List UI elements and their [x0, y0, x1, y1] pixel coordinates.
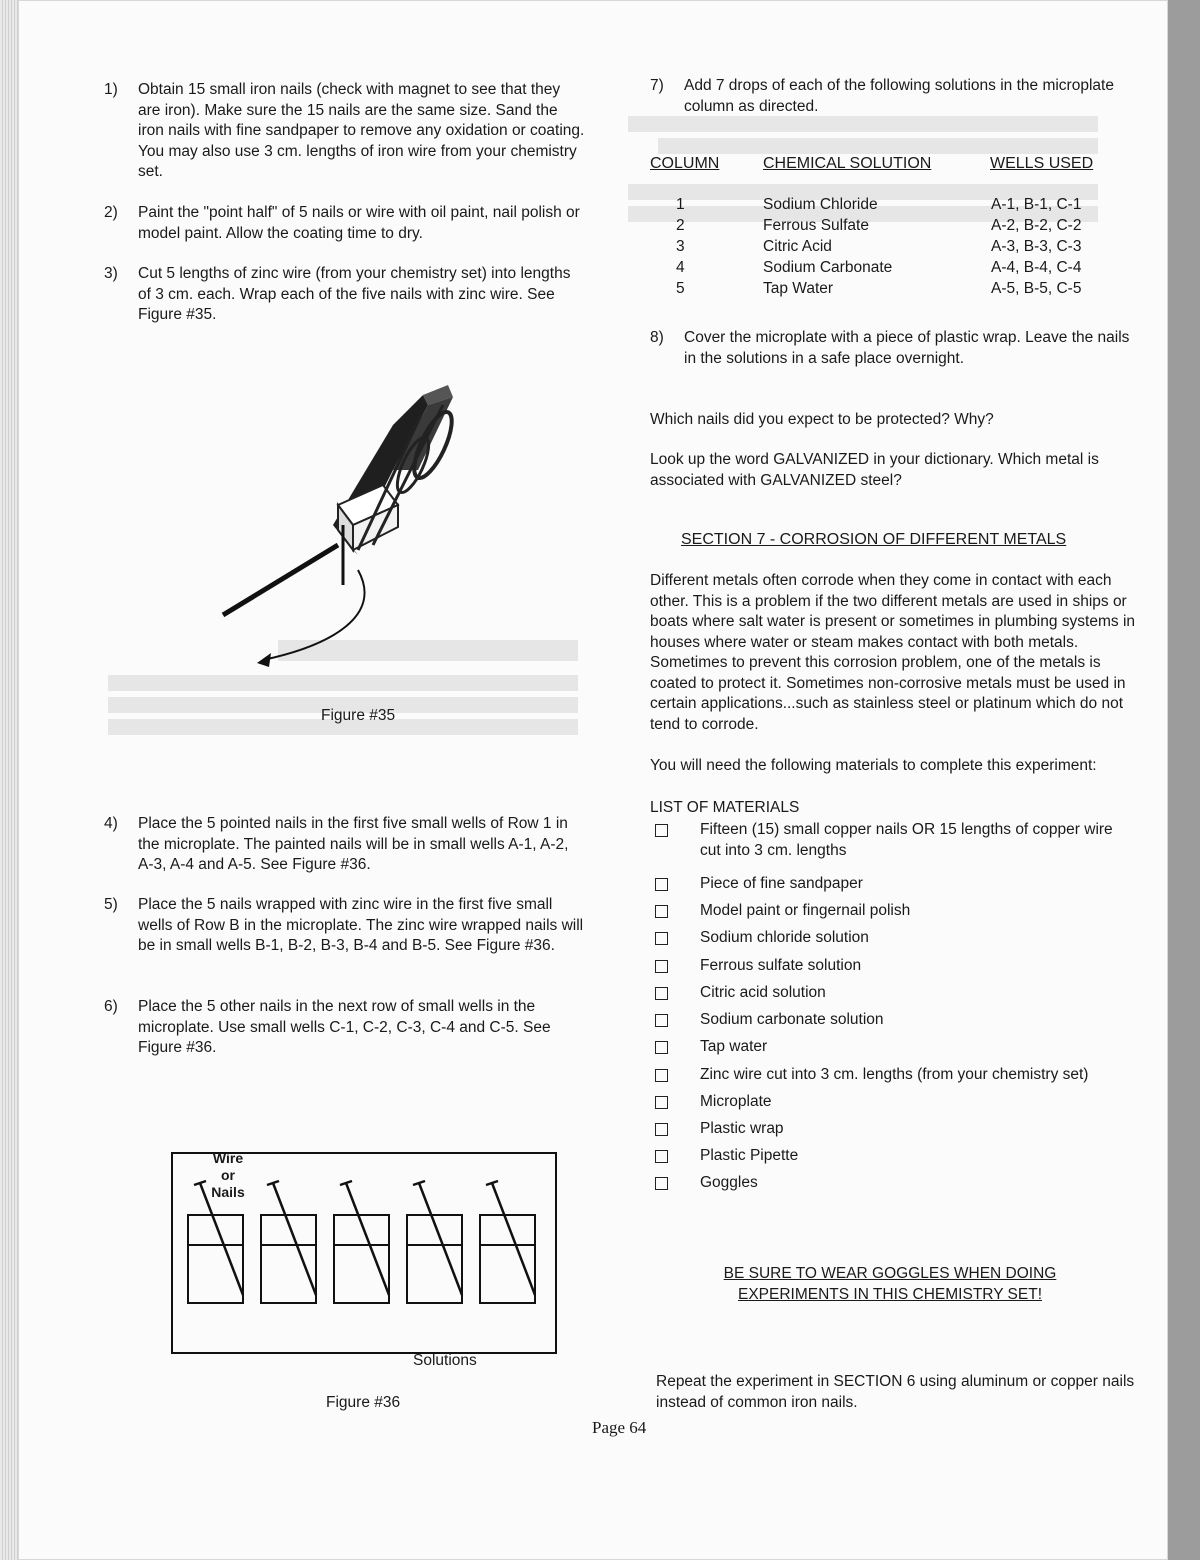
materials-needed-line: You will need the following materials to complete this experiment: — [650, 757, 1097, 774]
table-cell-chemical: Sodium Carbonate — [763, 259, 893, 276]
question-galvanized: Look up the word GALVANIZED in your dictionary. Which metal is associated with GALVANIZED steel? — [650, 451, 1099, 489]
material-item: Citric acid solution — [700, 984, 826, 1001]
page-number: Page 64 — [592, 1418, 647, 1437]
material-item: Tap water — [700, 1038, 768, 1055]
material-item: Zinc wire cut into 3 cm. lengths (from your chemistry set) — [700, 1066, 1089, 1083]
goggles-warning: BE SURE TO WEAR GOGGLES WHEN DOING EXPERIMENTS IN THIS CHEMISTRY SET! — [723, 1265, 1057, 1303]
step-text: Obtain 15 small iron nails (check with magnet to see that they are iron). Make sure the 15 nails are the same size. Sand the iron nails with fine sandpaper to remove any oxidation or coating. You may also use 3 cm. lengths of iron wire from your chemistry set. — [138, 81, 585, 180]
table-cell-wells: A-4, B-4, C-4 — [991, 259, 1082, 276]
material-item: Sodium chloride solution — [700, 929, 869, 946]
checkbox-icon — [655, 1123, 668, 1136]
material-item: Sodium carbonate solution — [700, 1011, 884, 1028]
material-item: Model paint or fingernail polish — [700, 902, 911, 919]
material-item: Microplate — [700, 1093, 772, 1110]
table-cell-wells: A-5, B-5, C-5 — [991, 280, 1082, 297]
table-row — [676, 258, 1121, 279]
material-item: Plastic wrap — [700, 1120, 784, 1137]
table-cell-chemical: Citric Acid — [763, 238, 832, 255]
step-text: Place the 5 other nails in the next row of small wells in the microplate. Use small wells C-1, C-2, C-3, C-4 and C-5. See Figure #36. — [138, 998, 551, 1056]
table-cell-column: 2 — [676, 217, 685, 234]
table-cell-column: 5 — [676, 280, 685, 297]
solutions-table — [676, 195, 1121, 300]
material-item: Fifteen (15) small copper nails OR 15 lengths of copper wire cut into 3 cm. lengths — [700, 821, 1113, 859]
material-item: Plastic Pipette — [700, 1147, 799, 1164]
background-edge — [1168, 0, 1200, 1560]
figure-36-solutions-label: Solutions — [413, 1352, 477, 1369]
table-cell-wells: A-1, B-1, C-1 — [991, 196, 1082, 213]
checkbox-icon — [655, 1014, 668, 1027]
table-cell-chemical: Tap Water — [763, 280, 834, 297]
table-row — [676, 195, 1121, 216]
step-text: Place the 5 pointed nails in the first five small wells of Row 1 in the microplate. The painted nails will be in small wells A-1, A-2, A-3, A-4 and A-5. See Figure #36. — [138, 815, 569, 873]
material-item: Piece of fine sandpaper — [700, 875, 863, 892]
checkbox-icon — [655, 987, 668, 1000]
material-item: Ferrous sulfate solution — [700, 957, 862, 974]
table-cell-column: 4 — [676, 259, 685, 276]
checkbox-icon — [655, 1041, 668, 1054]
table-header-chemical: CHEMICAL SOLUTION — [763, 155, 932, 172]
step-text: Paint the "point half" of 5 nails or wire with oil paint, nail polish or model paint. Allow the coating time to dry. — [138, 204, 580, 242]
step-text: Place the 5 nails wrapped with zinc wire in the first five small wells of Row B in the microplate. The zinc wire wrapped nails will be in small wells B-1, B-2, B-3, B-4 and B-5. See Figure #36. — [138, 896, 584, 954]
checkbox-icon — [655, 1177, 668, 1190]
checkbox-icon — [655, 960, 668, 973]
table-header-column: COLUMN — [650, 155, 720, 172]
materials-title: LIST OF MATERIALS — [650, 799, 800, 816]
table-cell-wells: A-2, B-2, C-2 — [991, 217, 1082, 234]
table-cell-chemical: Sodium Chloride — [763, 196, 878, 213]
material-item: Goggles — [700, 1174, 758, 1191]
table-row — [676, 279, 1121, 300]
checkbox-icon — [655, 1150, 668, 1163]
table-row — [676, 216, 1121, 237]
figure-36-caption: Figure #36 — [326, 1394, 401, 1411]
figure-36-wire-label: Wire or Nails — [211, 1150, 245, 1200]
nail-point — [223, 545, 338, 615]
table-cell-chemical: Ferrous Sulfate — [763, 217, 869, 234]
table-cell-wells: A-3, B-3, C-3 — [991, 238, 1082, 255]
checkbox-icon — [655, 1069, 668, 1082]
table-cell-column: 3 — [676, 238, 685, 255]
question-protected-nails: Which nails did you expect to be protected? Why? — [650, 411, 994, 428]
step-text: Cover the microplate with a piece of plastic wrap. Leave the nails in the solutions in a safe place overnight. — [684, 329, 1130, 367]
section-7-paragraph: Different metals often corrode when they come in contact with each other. This is a problem if the two different metals are used in ships or boats where salt water is present or sometimes in plumbing systems in houses where water or steam makes contact with both metals. Sometimes to prevent this corrosion problem, one of the metals is coated to protect it. Sometimes non-corrosive metals must be used in certain applications...such as stainless steel or platinum which do not tend to corrode. — [650, 572, 1136, 733]
table-header-wells: WELLS USED — [990, 155, 1094, 172]
checkbox-icon — [655, 905, 668, 918]
document-page: 1) Obtain 15 small iron nails (check with magnet to see that they are iron). Make sure the 15 nails are the same size. Sand the iron nails with fine sandpaper to remove any oxidation or coating. You may also use 3 cm. lengths of iron wire from your chemistry set. 2) Paint the "point half" of 5 nails or wire with oil paint, nail polish or model paint. Allow the coating time to dry. 3) Cut 5 lengths of zinc wire (from your chemistry set) into lengths of 3 cm. each. Wrap each of the five nails with zinc wire. See Figure #35. Figure #35 4) Place the 5 pointed nails in the first five small wells of Row 1 in the microplate. The painted nails will be in small wells A-1, A-2, A-3, A-4 and A-5. See Figure #36. 5) Place the 5 nails wrapped with zinc wire in the first five small wells of Row B in the microplate. The zinc wire wrapped nails will be in small wells B-1, B-2, B-3, B-4 and B-5. See Figure #36. 6) Place the 5 other nails in the next row of small wells in the microplate. Use small wells C-1, C-2, C-3, C-4 and C-5. See Figure #36. Wire or Nails Solutions Figure #36 7) Add 7 drops of each of the following solutions in the microplate column as directed. COLUMN CHEMICAL SOLUTION WELLS USED 1 Sodium Chloride A-1, B-1, C-1 2 Ferrous Sulfate A-2, B-2, C-2 3 Citric Acid A-3, B-3, C-3 4 Sodium Carbonate A-4, B-4, C-4 5 Tap Water A-5, B-5, C-5 8) Cover the microplate with a piece of plastic wrap. Leave the nails in the solutions in a safe place overnight. Which nails did you expect to be protected? Why? Look up the word GALVANIZED in your dictionary. Which metal is associated with GALVANIZED steel? SECTION 7 - CORROSION OF DIFFERENT METALS Different metals often corrode when they come in contact with each other. This is a problem if the two different metals are used in ships or boats where salt water is present or sometimes in plumbing systems in houses where water or steam makes contact with both metals. Sometimes to prevent this corrosion problem, one of the metals is coated to protect it. Sometimes non-corrosive metals must be used in certain applications...such as stainless steel or platinum which do not tend to corrode. You will need the following materials to complete this experiment: LIST OF MATERIALS Fifteen (15) small copper nails OR 15 lengths of copper wire cut into 3 cm. lengths Piece of fine sandpaper Model paint or fingernail polish Sodium chloride solution Ferrous sulfate solution Citric acid solution Sodium carbonate solution Tap water Zinc wire cut into 3 cm. lengths (from your chemistry set) Microplate Plastic wrap Plastic Pipette Goggles BE SURE TO WEAR GOGGLES WHEN DOING EXPERIMENTS IN THIS CHEMISTRY SET! Repeat the experiment in SECTION 6 using aluminum or copper nails instead of common iron nails. Page 64 — [18, 0, 1168, 1560]
step-text: Cut 5 lengths of zinc wire (from your chemistry set) into lengths of 3 cm. each. Wrap each of the five nails with zinc wire. See Figure #35. — [138, 265, 571, 323]
book-spine-edge — [0, 0, 18, 1560]
checkbox-icon — [655, 932, 668, 945]
figure-35-nail-diagram — [183, 375, 493, 695]
table-row — [676, 237, 1121, 258]
materials-list — [655, 820, 1135, 1200]
step-text: Add 7 drops of each of the following solutions in the microplate column as directed. — [684, 77, 1114, 115]
table-cell-column: 1 — [676, 196, 685, 213]
checkbox-icon — [655, 878, 668, 891]
section-7-title: SECTION 7 - CORROSION OF DIFFERENT METALS — [681, 531, 1067, 548]
checkbox-icon — [655, 1096, 668, 1109]
checkbox-icon — [655, 824, 668, 837]
figure-35-caption: Figure #35 — [321, 707, 396, 724]
repeat-note: Repeat the experiment in SECTION 6 using aluminum or copper nails instead of common iron nails. — [656, 1373, 1135, 1411]
